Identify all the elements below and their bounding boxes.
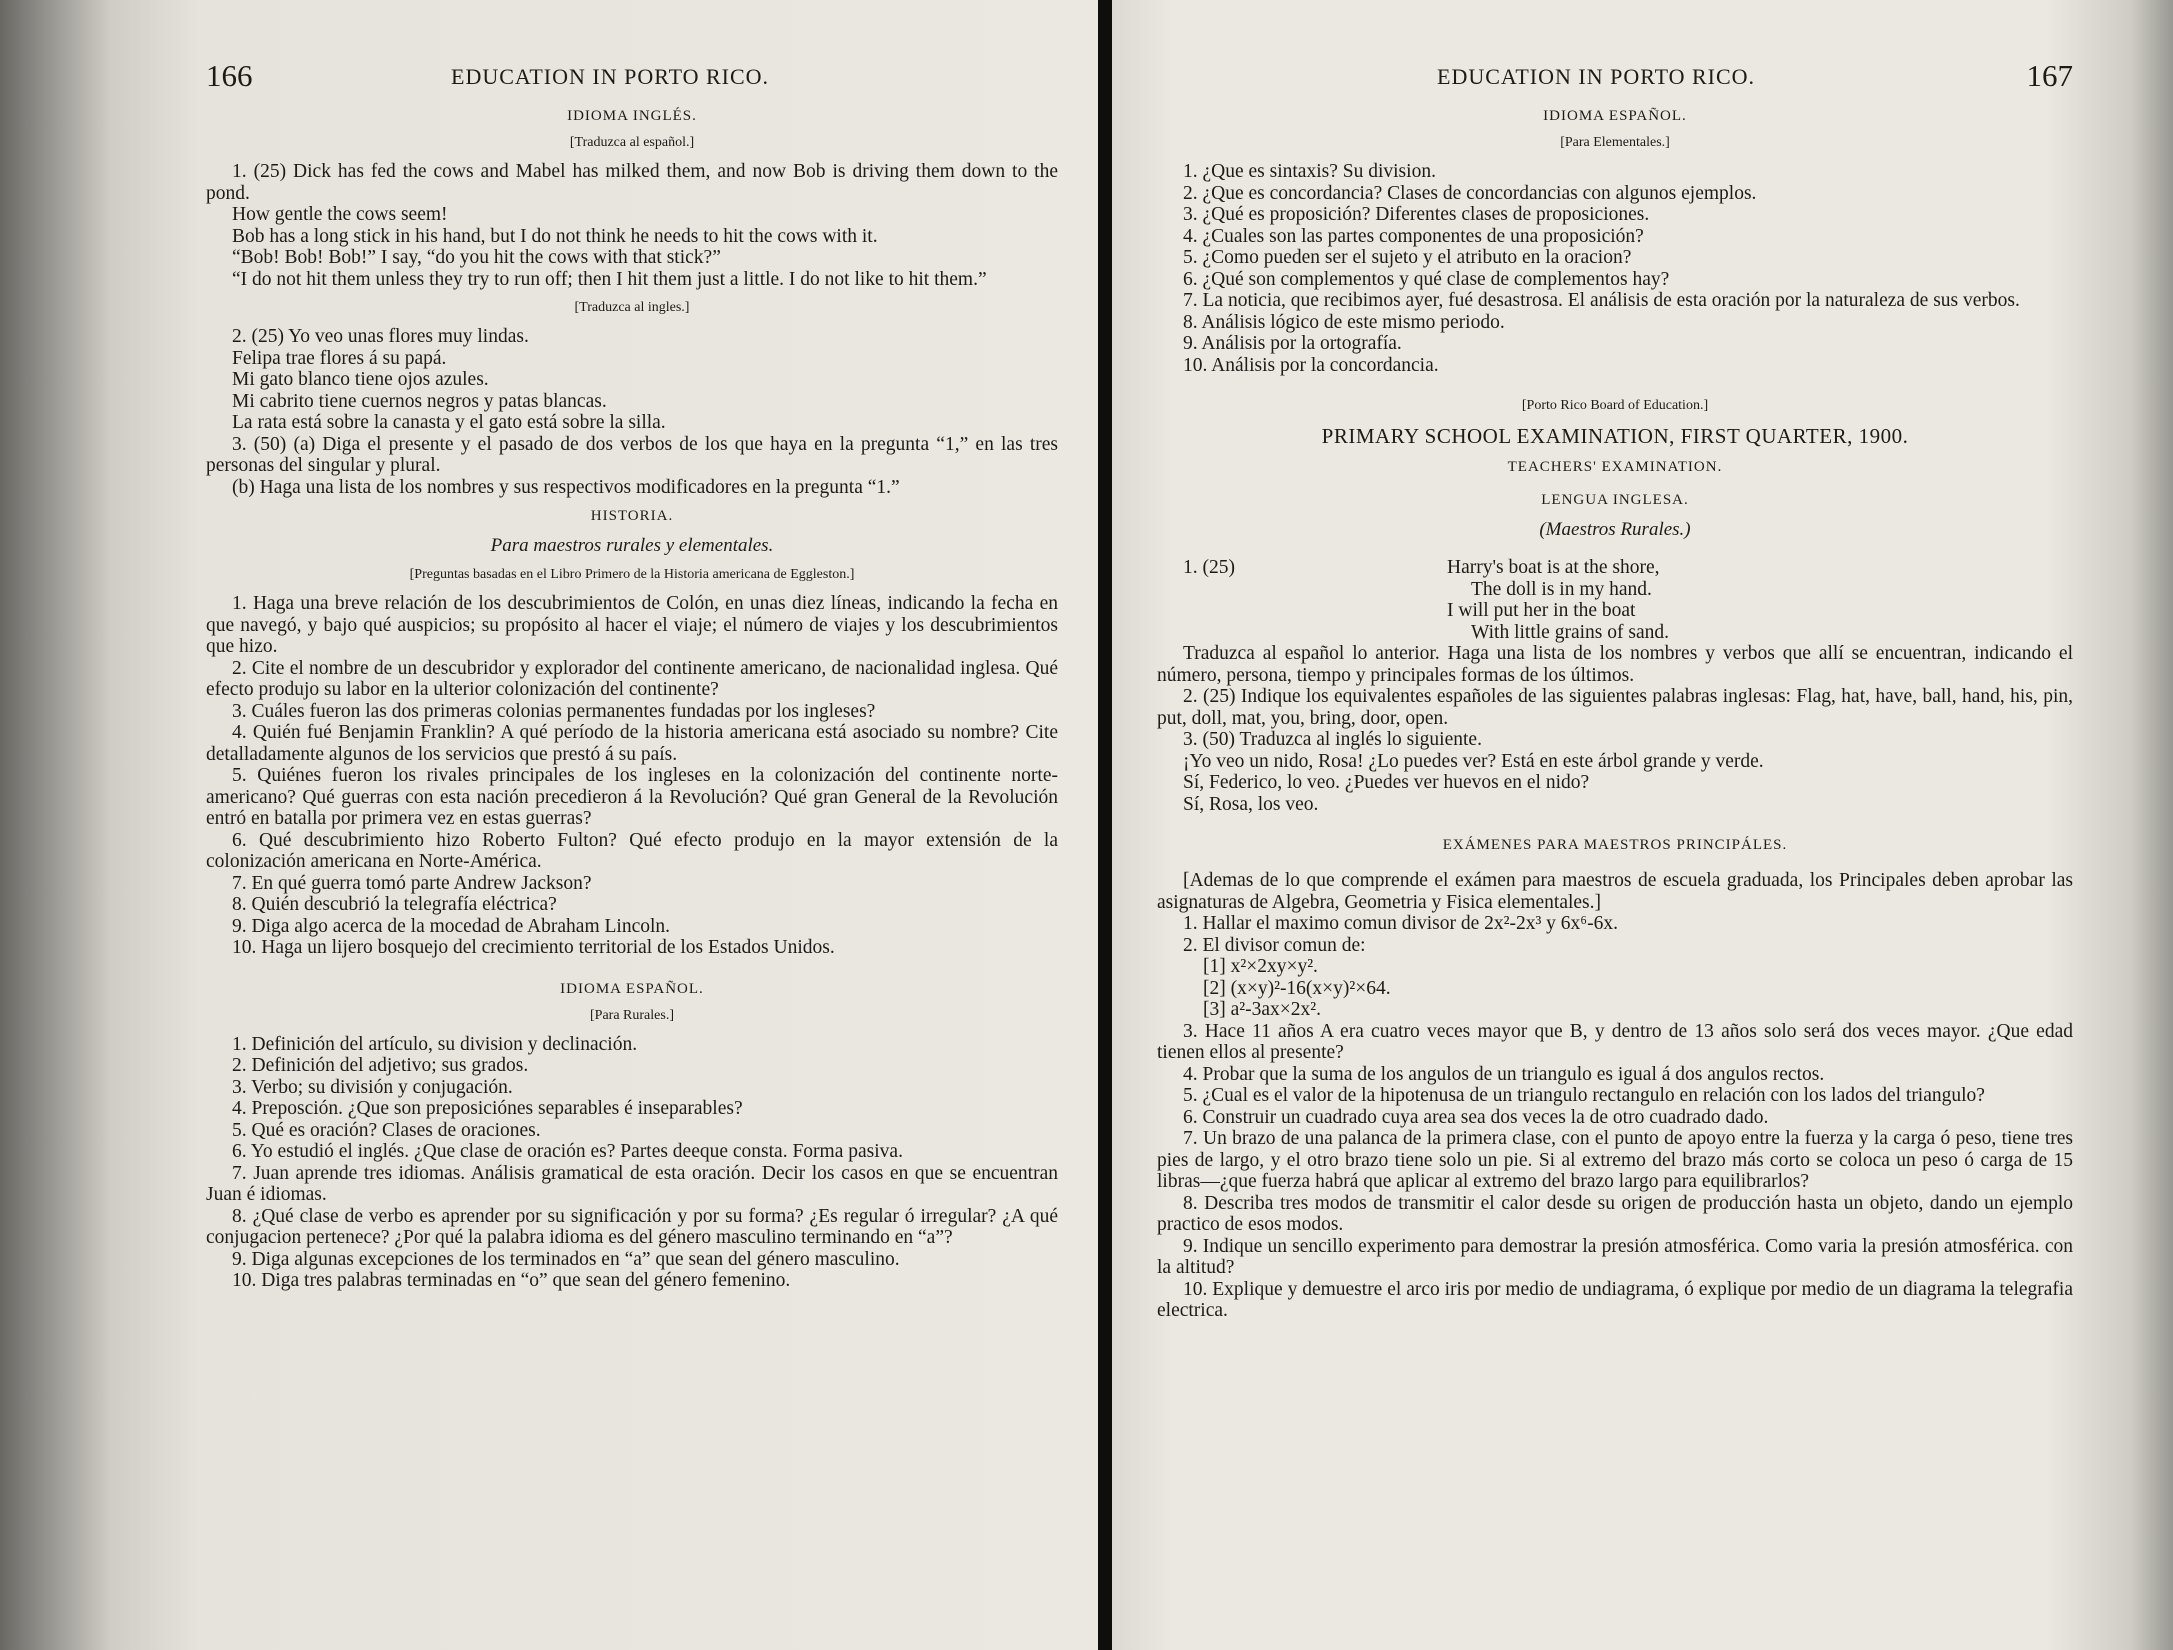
principals-item: 2. El divisor comun de: — [1183, 934, 1366, 956]
spanish-note: [Para Rurales.] — [590, 1007, 674, 1023]
spanish-note: [Para Elementales.] — [1560, 135, 1670, 150]
spanish-heading: IDIOMA ESPAÑOL. — [1543, 108, 1687, 124]
history-item: 2. Cite el nombre de un descubridor y explorador del continente americano, de nacionalidad inglesa. Qué efecto produjo su labor en la ulterior colonización del continente? — [206, 657, 1058, 700]
spanish-item: 3. Verbo; su división y conjugación. — [232, 1076, 513, 1098]
principals-item: 5. ¿Cual es el valor de la hipotenusa de un triangulo rectangulo en relación con los lados del triangulo? — [1183, 1085, 1985, 1106]
spanish-item: 3. ¿Qué es proposición? Diferentes clases de proposiciones. — [1183, 204, 1650, 225]
history-item: 9. Diga algo acerca de la mocedad de Abraham Lincoln. — [232, 915, 671, 937]
spanish-item: 2. Definición del adjetivo; sus grados. — [232, 1055, 529, 1076]
spanish-item: 6. Yo estudió el inglés. ¿Que clase de oración es? Partes deeque consta. Forma pasiva. — [232, 1141, 903, 1162]
spanish-item: 5. ¿Como pueden ser el sujeto y el atributo en la oracion? — [1183, 247, 1632, 268]
spanish-item: 8. ¿Qué clase de verbo es aprender por su significación y por su forma? ¿Es regular ó irregular? ¿A qué conjugacion pertenece? ¿Por qué la palabra idioma es del género masculino terminando en “a”? — [206, 1205, 1058, 1248]
principals-heading: EXÁMENES PARA MAESTROS PRINCIPÁLES. — [1442, 837, 1788, 853]
spanish-item: 6. ¿Qué son complementos y qué clase de complementos hay? — [1183, 268, 1670, 290]
spanish-heading: IDIOMA ESPAÑOL. — [560, 980, 704, 997]
history-item: 1. Haga una breve relación de los descubrimientos de Colón, en unas diez líneas, indicando la fecha en que navegó, y bajo qué auspicios; su propósito al hacer el viaje; el número de viajes y los descubrimientos que hizo. — [206, 593, 1058, 657]
divisor-case: [3] a²-3ax×2x². — [1203, 999, 1321, 1020]
rural-subheading: (Maestros Rurales.) — [1539, 519, 1691, 540]
spanish-item: 2. ¿Que es concordancia? Clases de concordancias con algunos ejemplos. — [1183, 182, 1757, 204]
translate-to-english-note: [Traduzca al ingles.] — [574, 300, 690, 315]
history-item: 6. Qué descubrimiento hizo Roberto Fulton? Qué efecto produjo en la mayor extensión de la colonización americana en Norte-América. — [206, 829, 1058, 872]
history-item: 10. Haga un lijero bosquejo del crecimiento territorial de los Estados Unidos. — [232, 937, 835, 958]
q2-line: La rata está sobre la canasta y el gato está sobre la silla. — [232, 412, 666, 433]
spanish-item: 5. Qué es oración? Clases de oraciones. — [232, 1119, 541, 1141]
english-item: Traduzca al español lo anterior. Haga una lista de los nombres y verbos que allí se encuentran, indicando el número, persona, tiempo y principales formas de los últimos. — [1157, 643, 2073, 686]
q1-line: 1. (25) Dick has fed the cows and Mabel has milked them, and now Bob is driving them down to the pond. — [206, 161, 1058, 204]
principals-item: [Ademas de lo que comprende el exámen para maestros de escuela graduada, los Principales deben aprobar las asignaturas de Algebra, Geometria y Fisica elementales.] — [1157, 870, 2073, 913]
exam-title: PRIMARY SCHOOL EXAMINATION, FIRST QUARTER, 1900. — [1321, 424, 1909, 448]
poem-line: With little grains of sand. — [1471, 621, 1669, 643]
history-item: 4. Quién fué Benjamin Franklin? A qué período de la historia americana está asociado su nombre? Cite detalladamente algunos de los servicios que prestó á su país. — [206, 722, 1058, 765]
spanish-item: 8. Análisis lógico de este mismo periodo. — [1183, 311, 1505, 333]
poem-number: 1. (25) — [1183, 557, 1235, 578]
q1-line: How gentle the cows seem! — [232, 204, 448, 225]
right-page-number: 167 — [2026, 58, 2073, 93]
q1-line: “Bob! Bob! Bob!” I say, “do you hit the cows with that stick?” — [232, 247, 721, 268]
spanish-item: 10. Análisis por la concordancia. — [1183, 354, 1439, 376]
q2-line: 2. (25) Yo veo unas flores muy lindas. — [232, 326, 529, 347]
q3-line: Sí, Federico, lo veo. ¿Puedes ver huevos en el nido? — [1183, 772, 1590, 793]
spanish-item: 7. La noticia, que recibimos ayer, fué desastrosa. El análisis de esta oración por la naturaleza de sus verbos. — [1183, 290, 2020, 311]
poem-line: Harry's boat is at the shore, — [1447, 557, 1660, 578]
q2-line: Felipa trae flores á su papá. — [232, 347, 447, 369]
board-note: [Porto Rico Board of Education.] — [1521, 398, 1709, 413]
poem-verses — [1447, 557, 1669, 643]
spanish-item: 9. Análisis por la ortografía. — [1183, 333, 1402, 354]
principals-item: 3. Hace 11 años A era cuatro veces mayor que B, y dentro de 13 años solo será dos veces mayor. ¿Que edad tienen ellos al presente? — [1157, 1020, 2073, 1063]
book-gutter — [1098, 0, 1112, 1650]
left-page-number: 166 — [206, 58, 253, 93]
right-running-title: EDUCATION IN PORTO RICO. — [1437, 64, 1756, 89]
spanish-item: 9. Diga algunas excepciones de los terminados en “a” que sean del género masculino. — [232, 1248, 900, 1270]
left-running-head — [206, 58, 1058, 98]
principals-item: 4. Probar que la suma de los angulos de un triangulo es igual á dos angulos rectos. — [1183, 1063, 1825, 1085]
history-subheading: Para maestros rurales y elementales. — [490, 535, 774, 556]
q2-line: Mi cabrito tiene cuernos negros y patas blancas. — [232, 390, 607, 412]
principals-item: 9. Indique un sencillo experimento para demostrar la presión atmosférica. Como varia la presión atmosférica. con la altitud? — [1157, 1235, 2073, 1278]
spanish-item: 1. Definición del artículo, su division y declinación. — [232, 1033, 638, 1055]
history-item: 5. Quiénes fueron los rivales principales de los ingleses en la colonización del continente norte-americano? Qué guerras con esta nación precedieron á la Revolución? Qué gran General de la Revolución entró en batalla por primera vez en estas guerras? — [206, 765, 1058, 829]
history-note: [Preguntas basadas en el Libro Primero de la Historia americana de Eggleston.] — [409, 567, 855, 582]
history-item: 3. Cuáles fueron las dos primeras colonias permanentes fundadas por los ingleses? — [232, 700, 876, 722]
q1-line: “I do not hit them unless they try to run off; then I hit them just a little. I do not like to hit them.” — [232, 268, 987, 290]
principals-item: 10. Explique y demuestre el arco iris por medio de undiagrama, ó explique por medio de un diagrama la telegrafia electrica. — [1157, 1278, 2073, 1321]
q2-line: Mi gato blanco tiene ojos azules. — [232, 369, 489, 390]
q3-line: Sí, Rosa, los veo. — [1183, 793, 1319, 815]
q3-line: 3. (50) (a) Diga el presente y el pasado de dos verbos de los que haya en la pregunta “1,” en las tres personas del singular y plural. — [206, 433, 1058, 476]
q1-line: Bob has a long stick in his hand, but I do not think he needs to hit the cows with it. — [232, 225, 878, 247]
spanish-item: 7. Juan aprende tres idiomas. Análisis gramatical de esta oración. Decir los casos en que se encuentran Juan é idiomas. — [206, 1162, 1058, 1205]
principals-item: 1. Hallar el maximo comun divisor de 2x²-2x³ y 6x⁶-6x. — [1183, 913, 1618, 934]
principals-item: 8. Describa tres modos de transmitir el calor desde su origen de producción hasta un objeto, dando un ejemplo practico de esos modos. — [1157, 1192, 2073, 1235]
spanish-item: 4. Preposción. ¿Que son preposiciónes separables é inseparables? — [232, 1098, 743, 1119]
history-item: 7. En qué guerra tomó parte Andrew Jackson? — [232, 872, 592, 894]
principals-item: 7. Un brazo de una palanca de la primera clase, con el punto de apoyo entre la fuerza y la carga ó peso, tiene tres pies de largo, y el otro brazo tiene solo un pie. Si al extremo del brazo más corto se coloca un peso ó carga de 15 libras—¿que fuerza habrá que aplicar al extremo del brazo largo para equilibrarlos? — [1157, 1128, 2073, 1192]
poem-line: I will put her in the boat — [1447, 600, 1636, 621]
divisor-case: [1] x²×2xy×y². — [1203, 956, 1318, 977]
poem-line: The doll is in my hand. — [1471, 578, 1652, 600]
english-item: 3. (50) Traduzca al inglés lo siguiente. — [1183, 729, 1482, 750]
english-heading: LENGUA INGLESA. — [1541, 492, 1689, 508]
history-item: 8. Quién descubrió la telegrafía eléctrica? — [232, 894, 557, 915]
principals-item: 6. Construir un cuadrado cuya area sea dos veces la de otro cuadrado dado. — [1183, 1106, 1769, 1128]
spanish-item: 10. Diga tres palabras terminadas en “o” que sean del género femenino. — [232, 1270, 791, 1291]
translate-to-spanish-note: [Traduzca al español.] — [569, 135, 695, 150]
spanish-item: 4. ¿Cuales son las partes componentes de una proposición? — [1183, 225, 1644, 247]
poem-block — [1157, 557, 2073, 643]
q3-line: ¡Yo veo un nido, Rosa! ¿Lo puedes ver? Está en este árbol grande y verde. — [1183, 750, 1764, 772]
right-page — [1112, 0, 2173, 1650]
english-heading: IDIOMA INGLÉS. — [567, 108, 697, 124]
english-item: 2. (25) Indique los equivalentes españoles de las siguientes palabras inglesas: Flag, hat, have, ball, hand, his, pin, put, doll, mat, you, bring, door, open. — [1157, 686, 2073, 729]
left-running-title: EDUCATION IN PORTO RICO. — [451, 64, 770, 89]
right-running-head — [1157, 58, 2073, 98]
spanish-item: 1. ¿Que es sintaxis? Su division. — [1183, 161, 1436, 182]
teachers-exam-heading: TEACHERS' EXAMINATION. — [1507, 459, 1723, 475]
q3-line: (b) Haga una lista de los nombres y sus respectivos modificadores en la pregunta “1.” — [232, 476, 900, 498]
history-heading: HISTORIA. — [590, 508, 674, 524]
divisor-case: [2] (x×y)²-16(x×y)²×64. — [1203, 977, 1391, 999]
